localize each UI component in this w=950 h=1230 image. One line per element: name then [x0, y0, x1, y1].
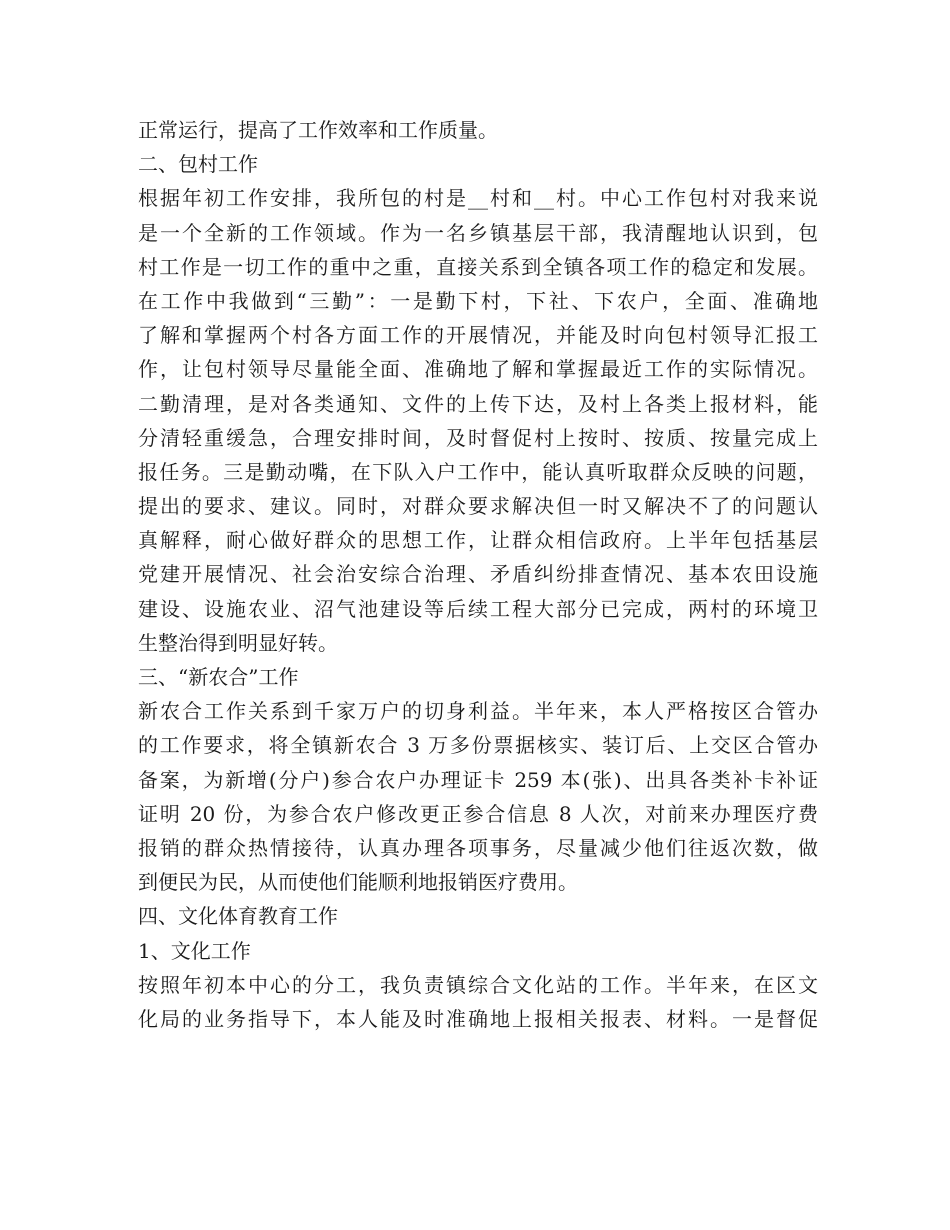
text-line: 报任务。三是勤动嘴，在下队入户工作中，能认真听取群众反映的问题，: [138, 459, 818, 484]
text-line: 村工作是一切工作的重中之重，直接关系到全镇各项工作的稳定和发展。: [138, 254, 818, 279]
text-line: 化局的业务指导下，本人能及时准确地上报相关报表、材料。一是督促: [138, 1006, 818, 1031]
text-line: 作，让包村领导尽量能全面、准确地了解和掌握最近工作的实际情况。: [138, 357, 818, 382]
text-line: 到便民为民，从而使他们能顺利地报销医疗费用。: [138, 870, 578, 895]
text-line: 分清轻重缓急，合理安排时间，及时督促村上按时、按质、按量完成上: [138, 425, 818, 450]
text-line: 备案，为新增(分户)参合农户办理证卡 259 本(张)、出具各类补卡补证: [138, 767, 818, 792]
text-line: 是一个全新的工作领域。作为一名乡镇基层干部，我清醒地认识到，包: [138, 220, 818, 245]
text-line: 根据年初工作安排，我所包的村是__村和__村。中心工作包村对我来说: [138, 186, 818, 211]
text-line: 报销的群众热情接待，认真办理各项事务，尽量减少他们往返次数，做: [138, 835, 818, 860]
text-line: 提出的要求、建议。同时，对群众要求解决但一时又解决不了的问题认: [138, 494, 818, 519]
text-line: 1、文化工作: [138, 938, 251, 963]
text-line: 真解释，耐心做好群众的思想工作，让群众相信政府。上半年包括基层: [138, 528, 818, 553]
text-line: 新农合工作关系到千家万户的切身利益。半年来，本人严格按区合管办: [138, 699, 818, 724]
text-line: 二、包村工作: [138, 152, 258, 177]
text-line: 按照年初本中心的分工，我负责镇综合文化站的工作。半年来，在区文: [138, 972, 818, 997]
text-line: 建设、设施农业、沼气池建设等后续工程大部分已完成，两村的环境卫: [138, 596, 818, 621]
text-line: 了解和掌握两个村各方面工作的开展情况，并能及时向包村领导汇报工: [138, 323, 818, 348]
text-line: 党建开展情况、社会治安综合治理、矛盾纠纷排查情况、基本农田设施: [138, 562, 818, 587]
text-line: 证明 20 份，为参合农户修改更正参合信息 8 人次，对前来办理医疗费: [138, 801, 818, 826]
text-line: 四、文化体育教育工作: [138, 904, 338, 929]
text-line: 正常运行，提高了工作效率和工作质量。: [138, 118, 498, 142]
text-line: 三、“新农合”工作: [138, 665, 299, 689]
text-line: 在工作中我做到“三勤”：一是勤下村，下社、下农户，全面、准确地: [138, 288, 818, 313]
text-line: 生整治得到明显好转。: [138, 630, 338, 655]
text-line: 二勤清理，是对各类通知、文件的上传下达，及村上各类上报材料，能: [138, 391, 818, 416]
text-line: 的工作要求，将全镇新农合 3 万多份票据核实、装订后、上交区合管办: [138, 733, 818, 758]
document-body: [138, 113, 818, 1036]
